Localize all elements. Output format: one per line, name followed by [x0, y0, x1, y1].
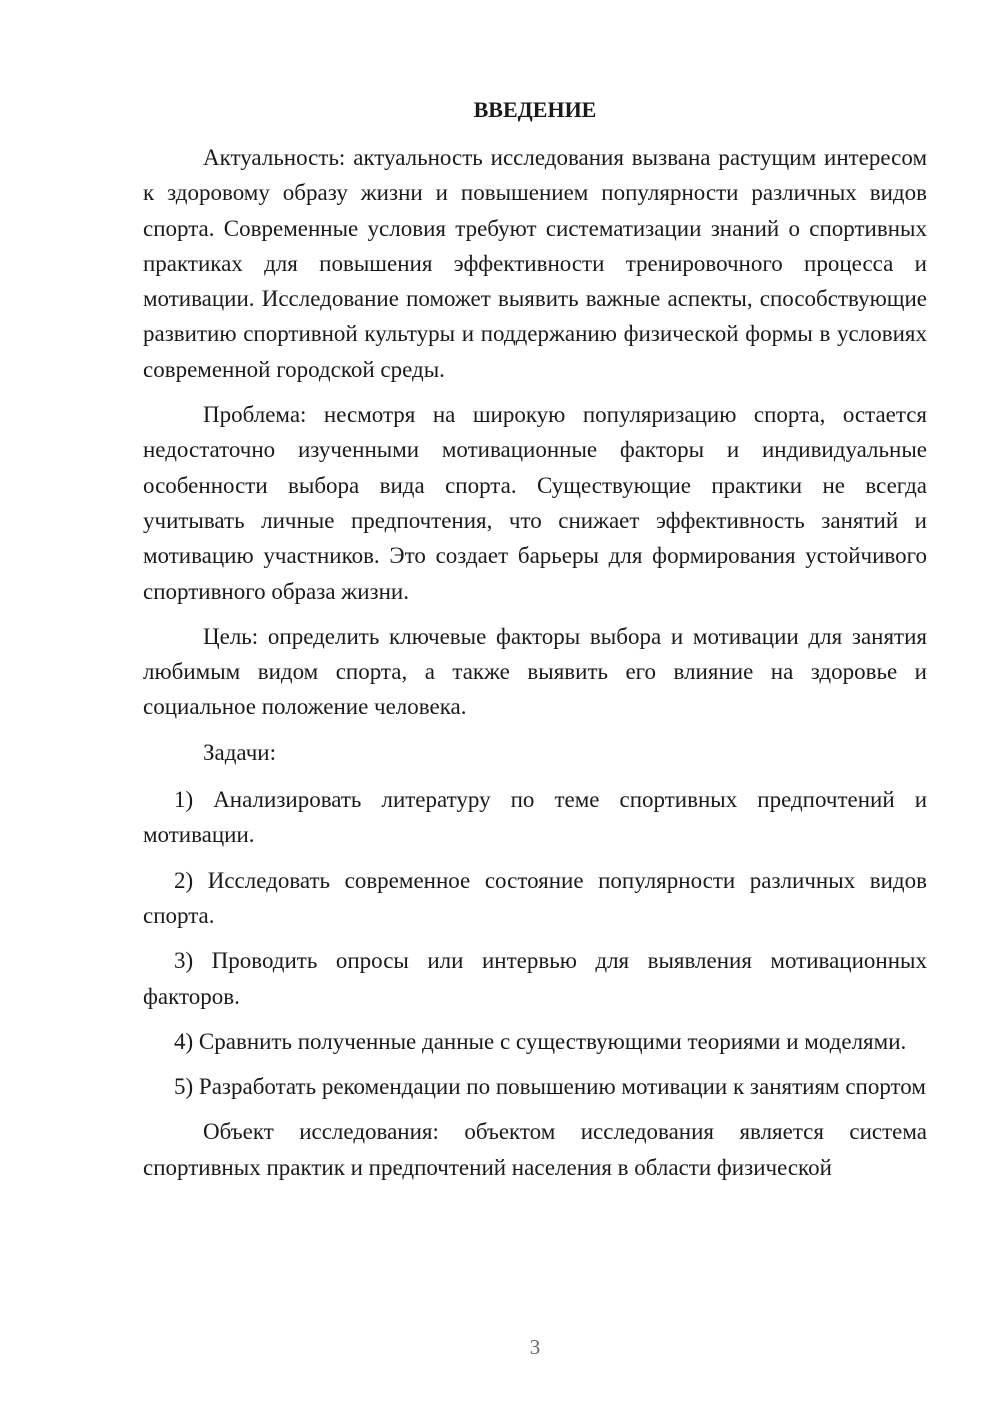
section-title: ВВЕДЕНИЕ	[473, 97, 597, 122]
goal-paragraph: Цель: определить ключевые факторы выбора и мотивации для занятия любимым видом спорта, а также выявить его влияние на здоровье и социальное положение человека.	[143, 623, 927, 720]
problem-paragraph: Проблема: несмотря на широкую популяризацию спорта, остается недостаточно изученными мотивационные факторы и индивидуальные особенности выбора вида спорта. Существующие практики не всегда учитывать личные предпочтения, что снижает эффективность занятий и мотивацию участников. Это создает барьеры для формирования устойчивого спортивного образа жизни.	[143, 402, 927, 604]
task-item: 2) Исследовать современное состояние популярности различных видов спорта.	[143, 867, 927, 928]
task-item: 5) Разработать рекомендации по повышению мотивации к занятиям спортом	[174, 1074, 926, 1100]
page-body	[143, 92, 927, 1185]
task-item: 1) Анализировать литературу по теме спортивных предпочтений и мотивации.	[143, 787, 927, 848]
object-paragraph: Объект исследования: объектом исследования является система спортивных практик и предпочтений населения в области физической	[143, 1119, 927, 1180]
task-item: 4) Сравнить полученные данные с существующими теориями и моделями.	[174, 1028, 907, 1054]
task-item: 3) Проводить опросы или интервью для выявления мотивационных факторов.	[143, 948, 927, 1009]
tasks-heading: Задачи:	[203, 739, 276, 765]
page-number: 3	[529, 1335, 541, 1359]
relevance-paragraph: Актуальность: актуальность исследования вызвана растущим интересом к здоровому образу жизни и повышением популярности различных видов спорта. Современные условия требуют систематизации знаний о спортивных практиках для повышения эффективности тренировочного процесса и мотивации. Исследование поможет выявить важные аспекты, способствующие развитию спортивной культуры и поддержанию физической формы в условиях современной городской среды.	[143, 145, 927, 382]
